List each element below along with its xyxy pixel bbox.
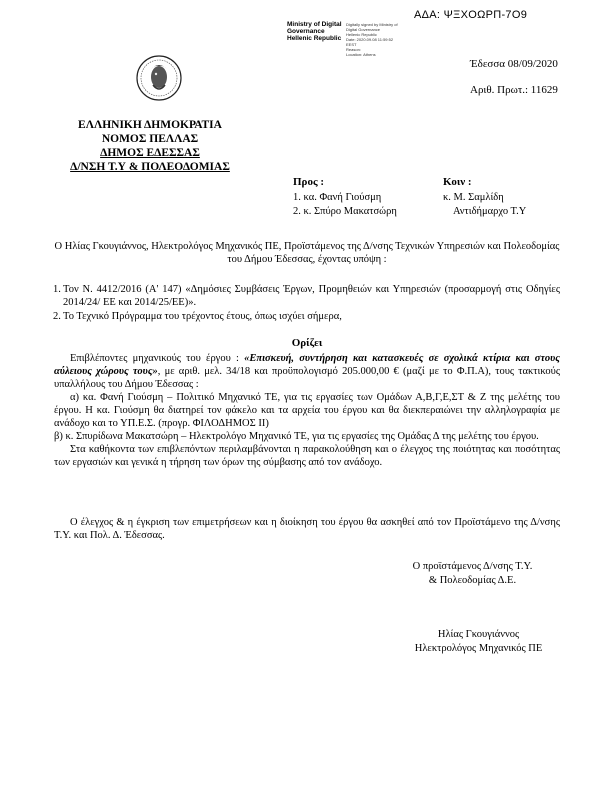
signature-title-line: & Πολεοδομίας Δ.Ε. bbox=[428, 575, 517, 586]
cc-recipient-list bbox=[443, 191, 526, 219]
assignment-a bbox=[54, 391, 560, 430]
signature-label-line: Ministry of Digital bbox=[287, 21, 342, 28]
digital-signature-label bbox=[287, 22, 342, 42]
paragraph-lead: Επιβλέποντες μηχανικούς του έργου : bbox=[70, 353, 245, 364]
to-recipient-list bbox=[293, 191, 397, 219]
to-label: Προς : bbox=[293, 176, 324, 188]
consideration-text: Το Τεχνικό Πρόγραμμα του τρέχοντος έτους, όπως ισχύει σήμερα, bbox=[63, 311, 342, 322]
duties-text: Στα καθήκοντα των επιβλεπόντων περιλαμβάνονται η παρακολούθηση και ο έλεγχος της ποιότητας και ποσότητας των εργασιών και γενικά η τήρηση των όρων της σύμβασης από τον ανάδοχο. bbox=[54, 444, 560, 468]
header-line: ΝΟΜΟΣ ΠΕΛΛΑΣ bbox=[101, 133, 199, 145]
list-item: 1. κα. Φανή Γιούσμη bbox=[293, 192, 382, 203]
signature-detail-line: Location: Athens bbox=[346, 52, 376, 57]
protocol-number: Αριθ. Πρωτ.: 11629 bbox=[470, 84, 558, 96]
assignment-a-text: α) κα. Φανή Γιούσμη – Πολιτικό Μηχανικό ΤΕ, για τις εργασίες των Ομάδων Α,Β,Γ,Ε,ΣΤ & Ζ της μελέτης του έργου. Η κα. Γιούσμη θα διατηρεί τον φάκελο και τα αρχεία του έργου και θα διεκπεραιώνει την αλληλογραφία με ανάδοχο και το ΥΠ.Ε.Σ. (προγρ. ΦΙΛΟΔΗΜΟΣ ΙΙ) bbox=[54, 392, 560, 429]
signature-detail-line: Digital Governance bbox=[346, 27, 381, 32]
signature-title-block bbox=[400, 560, 545, 588]
header-line: ΔΗΜΟΣ ΕΔΕΣΣΑΣ bbox=[100, 147, 200, 159]
list-number: 1. bbox=[53, 284, 61, 295]
signature-label-line: Governance bbox=[287, 27, 325, 35]
cc-label: Κοιν : bbox=[443, 176, 472, 188]
main-paragraph bbox=[54, 352, 560, 469]
signature-detail-line: Reason: bbox=[346, 47, 361, 52]
signatory-role: Ηλεκτρολόγος Μηχανικός ΠΕ bbox=[414, 643, 543, 654]
ada-code: ΑΔΑ: ΨΞΧΟΩΡΠ-7Ο9 bbox=[414, 9, 528, 21]
signature-title-line: Ο προϊστάμενος Δ/νσης Τ.Υ. bbox=[412, 561, 533, 572]
assignment-b-text: β) κ. Σπυρίδωνα Μακατσώρη – Ηλεκτρολόγο Μηχανικό ΤΕ, για τις εργασίες της Ομάδας Δ της μελέτης του έργου. bbox=[54, 431, 539, 442]
project-title: «Επισκευή, συντήρηση και κατασκευές σε σχολικά κτίρια και στους αύλειους χώρους τους» bbox=[54, 353, 560, 377]
consideration-text: Τον Ν. 4412/2016 (Α' 147) «Δημόσιες Συμβάσεις Έργων, Προμηθειών και Υπηρεσιών (προσαρμογή στις Οδηγίες 2014/24/ ΕΕ και 2014/25/ΕΕ)». bbox=[63, 284, 560, 308]
assignment-b bbox=[54, 430, 560, 443]
paragraph-rest: , με αριθ. μελ. 34/18 και προϋπολογισμό 205.000,00 € (μαζί με το Φ.Π.Α), τους τακτικούς υπαλλήλους του Δήμου Έδεσσας : bbox=[54, 366, 560, 390]
header-line: ΕΛΛΗΝΙΚΗ ΔΗΜΟΚΡΑΤΙΑ bbox=[78, 119, 222, 131]
signature-detail-line: Date: 2020.09.08 11:59:52 bbox=[346, 37, 394, 42]
list-item: κ. Μ. Σαμλίδη bbox=[443, 192, 504, 203]
header-line: Δ/ΝΣΗ Τ.Υ & ΠΟΛΕΟΔΟΜΙΑΣ bbox=[70, 161, 230, 173]
closing-text: Ο έλεγχος & η έγκριση των επιμετρήσεων και η διοίκηση του έργου θα ασκηθεί από τον Προϊστάμενο της Δ/νσης Τ.Υ. και Πολ. Δ. Έδεσσας. bbox=[54, 517, 560, 541]
signature-detail-line: EEST bbox=[346, 42, 357, 47]
signature-detail-line: Digitally signed by Ministry of bbox=[346, 22, 398, 27]
greek-state-seal-icon bbox=[136, 55, 182, 101]
signatory-name: Ηλίας Γκουγιάννος bbox=[437, 629, 520, 640]
digital-signature-details bbox=[346, 22, 398, 57]
signature-detail-line: Hellenic Republic bbox=[346, 32, 377, 37]
consideration-item bbox=[53, 310, 560, 323]
list-item: 2. κ. Σπύρο Μακατσώρη bbox=[293, 206, 397, 217]
list-item: Αντιδήμαρχο Τ.Υ bbox=[453, 206, 527, 217]
document-date: Έδεσσα 08/09/2020 bbox=[470, 58, 558, 70]
signatory-block bbox=[396, 628, 561, 656]
duties bbox=[54, 443, 560, 469]
closing-paragraph bbox=[54, 516, 560, 542]
issuer-header bbox=[40, 118, 260, 174]
consideration-item bbox=[53, 283, 560, 309]
decision-heading: Ορίζει bbox=[291, 337, 323, 349]
list-number: 2. bbox=[53, 311, 61, 322]
signature-label-line: Hellenic Republic bbox=[287, 34, 342, 42]
appointment-text bbox=[54, 352, 560, 391]
intro-paragraph: Ο Ηλίας Γκουγιάννος, Ηλεκτρολόγος Μηχανικός ΠΕ, Προϊστάμενος της Δ/νσης Τεχνικών Υπηρεσιών και Πολεοδομίας του Δήμου Έδεσσας, έχοντας υπόψη : bbox=[54, 241, 560, 265]
